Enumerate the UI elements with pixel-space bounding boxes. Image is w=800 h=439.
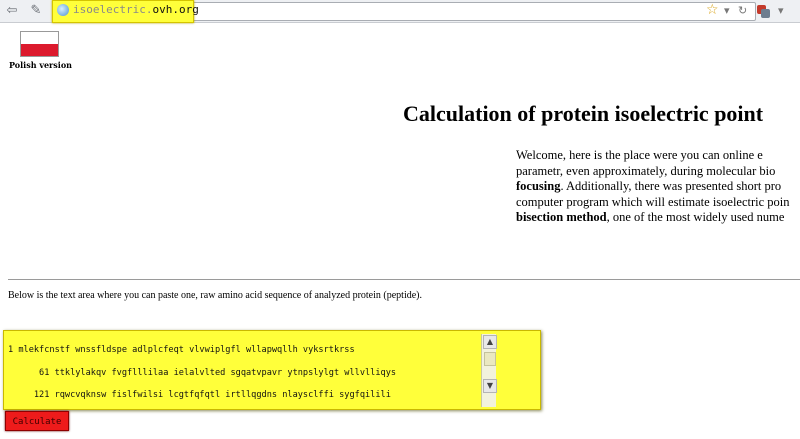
scroll-up-icon[interactable]: ▲ (483, 335, 497, 349)
back-arrow-icon[interactable]: ⇦ (6, 3, 18, 18)
url-text[interactable] (73, 3, 199, 17)
extension-icon[interactable] (755, 3, 771, 18)
intro-bold: focusing (516, 179, 561, 193)
intro-line (516, 179, 800, 195)
url-prefix: isoelectric. (73, 3, 153, 16)
intro-line: Welcome, here is the place were you can online e (516, 148, 763, 162)
polish-flag-icon[interactable] (20, 31, 59, 57)
url-domain: ovh.org (152, 3, 199, 16)
intro-paragraph (516, 148, 800, 226)
refresh-icon[interactable]: ↻ (738, 4, 748, 17)
menu-arrow-icon[interactable]: ▾ (778, 4, 784, 17)
scroll-down-icon[interactable]: ▼ (483, 379, 497, 393)
sequence-line: 121 rqwcvqknsw fislfwilsi lcgtfqfqtl irtllqgdns nlaysclffi sygfqilili (8, 390, 391, 401)
polish-version-link[interactable]: Polish version (9, 60, 72, 70)
intro-line: parametr, even approximately, during molecular bio (516, 163, 776, 178)
horizontal-divider (8, 279, 800, 280)
star-icon[interactable]: ☆ (706, 2, 719, 18)
sequence-textarea[interactable] (8, 334, 486, 404)
scroll-thumb[interactable] (484, 352, 496, 366)
intro-line (516, 210, 800, 226)
sequence-line: 1 mlekfcnstf wnssfldspe adlplcfeqt vlvwiplgfl wllapwqllh vyksrtkrss (8, 345, 355, 356)
textarea-scrollbar[interactable] (481, 334, 496, 407)
sequence-line: 61 ttklylakqv fvgflllilaa ielalvlted sgqatvpavr ytnpslylgt wllvlliqys (8, 367, 397, 378)
intro-line: computer program which will estimate isoelectric poin (516, 194, 790, 209)
instruction-text: Below is the text area where you can paste one, raw amino acid sequence of analyzed protein (peptide). (8, 290, 422, 301)
globe-icon (57, 4, 69, 16)
intro-text: , one of the most widely used nume (606, 210, 785, 224)
intro-text: . Additionally, there was presented short pro (560, 179, 782, 193)
page-title: Calculation of protein isoelectric point (403, 101, 764, 126)
calculate-button[interactable]: Calculate (5, 411, 69, 431)
intro-bold: bisection method (516, 210, 607, 224)
dropdown-icon[interactable]: ▾ (724, 4, 730, 17)
puzzle-icon[interactable]: ✎ (30, 3, 42, 18)
browser-toolbar (0, 0, 800, 23)
